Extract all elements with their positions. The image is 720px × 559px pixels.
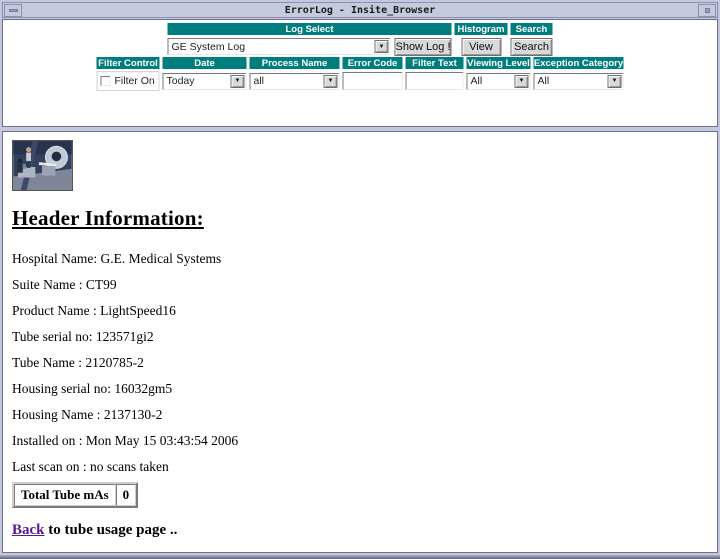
filter-text-input[interactable] — [406, 72, 464, 90]
date-header: Date — [163, 57, 247, 69]
installed-on-line: Installed on : Mon May 15 03:43:54 2006 — [12, 433, 239, 448]
total-tube-mas-label: Total Tube mAs — [14, 484, 116, 506]
combo-arrow-icon: ▼ — [608, 75, 622, 88]
titlebar[interactable] — [2, 2, 718, 18]
view-button[interactable]: View — [461, 38, 501, 56]
tube-name-line: Tube Name : 2120785-2 — [12, 355, 144, 370]
housing-name-line: Housing Name : 2137130-2 — [12, 407, 163, 422]
error-code-input[interactable] — [343, 72, 403, 90]
log-select-value: GE System Log — [171, 40, 246, 53]
histogram-header: Histogram — [455, 23, 508, 35]
tube-serial-line: Tube serial no: 123571gi2 — [12, 329, 154, 344]
last-scan-line: Last scan on : no scans taken — [12, 459, 169, 474]
error-code-header: Error Code — [343, 57, 403, 69]
total-tube-mas-value: 0 — [116, 484, 137, 506]
product-name-line: Product Name : LightSpeed16 — [12, 303, 176, 318]
filter-on-cell — [97, 71, 160, 91]
hospital-name-line: Hospital Name: G.E. Medical Systems — [12, 251, 222, 266]
log-select-table — [168, 23, 553, 56]
log-select-header: Log Select — [168, 23, 452, 35]
window-maximize-button[interactable] — [698, 4, 716, 17]
combo-arrow-icon: ▼ — [375, 40, 389, 53]
filter-table — [97, 57, 624, 91]
filter-on-label: Filter On — [114, 75, 155, 87]
combo-arrow-icon: ▼ — [515, 75, 529, 88]
back-line-text: to tube usage page .. — [44, 522, 178, 538]
viewing-level-value: All — [470, 75, 483, 87]
suite-name-line: Suite Name : CT99 — [12, 277, 117, 292]
back-link[interactable]: Back — [12, 522, 45, 538]
window-bottom-edge — [0, 555, 720, 559]
window-menu-icon — [9, 9, 18, 12]
exception-category-dropdown[interactable] — [534, 73, 624, 90]
show-log-button[interactable]: Show Log ! — [395, 38, 452, 56]
viewing-level-dropdown[interactable] — [467, 73, 531, 90]
log-select-dropdown[interactable] — [168, 38, 391, 55]
total-tube-mas-table — [12, 482, 138, 508]
viewing-level-header: Viewing Level — [467, 57, 530, 69]
window-menu-button[interactable] — [4, 4, 22, 17]
document-frame — [2, 131, 718, 553]
filter-control-header: Filter Control — [98, 57, 158, 69]
exception-category-value: All — [537, 75, 550, 87]
process-name-value: all — [253, 75, 265, 87]
combo-arrow-icon: ▼ — [324, 75, 338, 88]
search-header: Search — [511, 23, 553, 35]
filter-text-header: Filter Text — [406, 57, 464, 69]
combo-arrow-icon: ▼ — [231, 75, 245, 88]
search-button[interactable]: Search — [511, 38, 553, 56]
process-name-dropdown[interactable] — [250, 73, 340, 90]
exception-category-header: Exception Category — [533, 57, 624, 69]
maximize-icon — [705, 8, 710, 13]
date-dropdown[interactable] — [163, 73, 247, 90]
control-frame — [2, 19, 718, 127]
ct-scanner-room-photo — [12, 140, 73, 191]
page-title: Header Information: — [12, 206, 204, 230]
filter-on-checkbox[interactable] — [101, 76, 111, 86]
process-name-header: Process Name — [250, 57, 340, 69]
date-value: Today — [166, 75, 195, 87]
housing-serial-line: Housing serial no: 16032gm5 — [12, 381, 173, 396]
back-line — [12, 522, 707, 539]
window-title: ErrorLog - Insite_Browser — [284, 4, 436, 16]
